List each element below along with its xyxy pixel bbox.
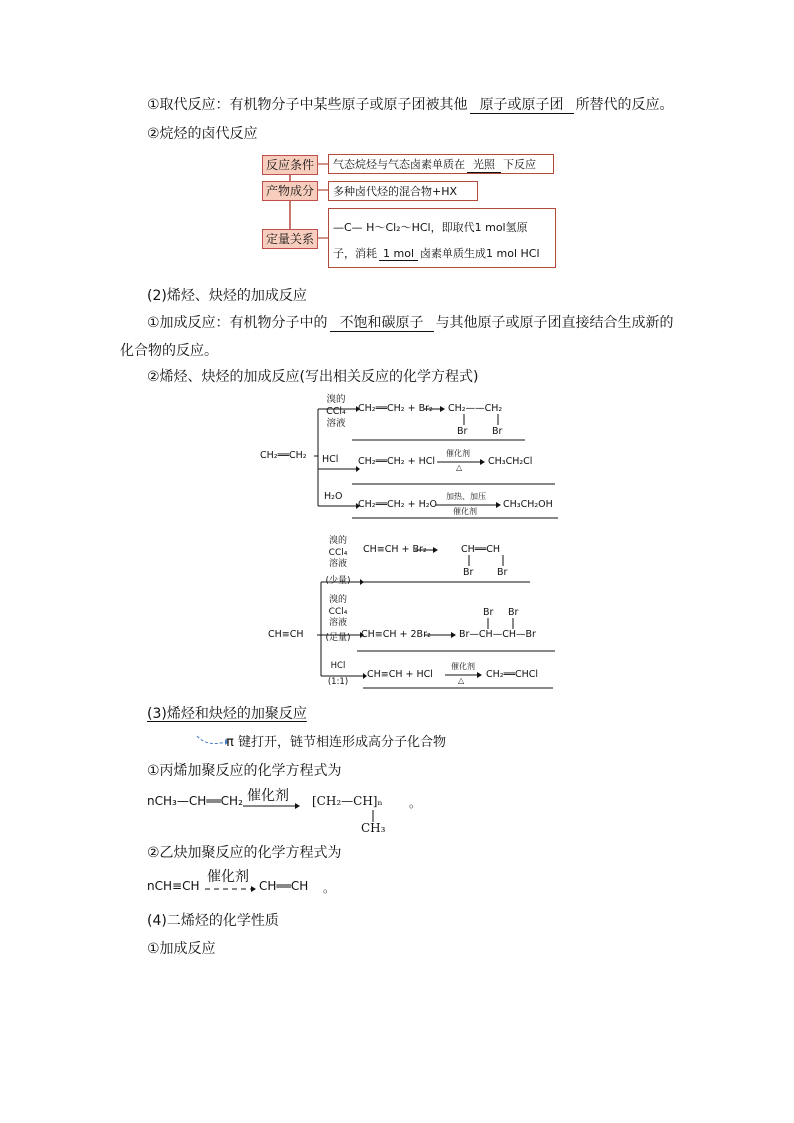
ace-r2-reagent-line: CCl₄ — [328, 606, 348, 617]
ace-r3-arrow-bot: △ — [458, 676, 465, 685]
eth-r1-eq: CH₂══CH₂ + Br₂ — [358, 403, 433, 414]
addition-heading: (2)烯烃、炔烃的加成反应 — [147, 288, 307, 304]
propene-catalyst: 催化剂 — [247, 788, 289, 804]
ace-r1-reagent-line: (少量) — [325, 575, 351, 586]
eth-r1-product: CH₂——CH₂ — [448, 403, 503, 414]
cond-pre: 气态烷烃与气态卤素单质在 — [333, 158, 465, 171]
box-condition-label: 反应条件 — [262, 155, 318, 175]
ace-r1-reagent-line: CCl₄ — [328, 547, 348, 558]
eth-r3-arrow-bot: 催化剂 — [453, 507, 477, 516]
diene-heading: (4)二烯烃的化学性质 — [147, 913, 279, 929]
ace-r2-reagent-line: 溶液 — [328, 618, 347, 628]
acetylene-polymer-heading: ②乙炔加聚反应的化学方程式为 — [147, 845, 342, 861]
ace-r3-eq: CH≡CH + HCl — [367, 669, 433, 680]
ace-r1-eq: CH≡CH + Br₂ — [363, 544, 427, 555]
pi-bond-note: π 键打开，链节相连形成高分子化合物 — [226, 735, 446, 750]
acepoly-end: 。 — [323, 881, 336, 895]
eth-r3-product: CH₃CH₂OH — [503, 499, 553, 510]
ace-r1-product: CH══CH — [461, 544, 500, 555]
s4-fill: 不饱和碳原子 — [330, 315, 434, 332]
acetylene-polymer-equation — [147, 866, 447, 898]
ace-r1-reagent-line: 溴的 — [328, 536, 347, 546]
cond-post: 下反应 — [503, 158, 536, 171]
eth-r2-arrow-bot: △ — [456, 463, 463, 472]
halogenation-diagram — [260, 152, 560, 270]
s1-pre: ①取代反应：有机物分子中某些原子或原子团被其他 — [147, 97, 468, 113]
eth-r1-sub-br2: Br — [492, 426, 503, 437]
quantity-box — [328, 208, 556, 268]
propene-heading: ①丙烯加聚反应的化学方程式为 — [147, 763, 342, 779]
acepoly-arrow — [205, 884, 257, 894]
ethylene-addition-diagram — [260, 394, 560, 522]
eth-r2-product: CH₃CH₂Cl — [488, 456, 533, 467]
ethylene-root: CH₂══CH₂ — [260, 450, 307, 461]
eth-r2-arrow-top: 催化剂 — [446, 449, 470, 458]
qty-l2-post: 卤素单质生成1 mol HCl — [420, 247, 540, 260]
acetylene-root: CH≡CH — [268, 629, 304, 640]
eth-r1-reagent-line: CCl₄ — [326, 406, 346, 417]
addition-definition — [147, 313, 674, 333]
polymerization-heading: (3)烯烃和炔烃的加聚反应 — [147, 706, 307, 722]
cond-fill: 光照 — [467, 158, 501, 173]
ace-r2-reagent-line: (足量) — [325, 632, 351, 643]
propene-polymer: [CH₂—CH]ₙ — [312, 794, 383, 808]
propene-branch: CH₃ — [361, 821, 386, 835]
acepoly-reactant: nCH≡CH — [147, 879, 200, 893]
qty-l2-pre: 子，消耗 — [333, 247, 377, 260]
ace-r3-reagent-line: HCl — [330, 661, 346, 671]
box-product-label: 产物成分 — [262, 181, 318, 201]
eth-r1-reagent-line: 溶液 — [326, 418, 346, 429]
ace-r1-reagent — [321, 536, 355, 587]
ace-r3-product: CH₂══CHCl — [486, 669, 539, 680]
qty-line1: —C— H～Cl₂～HCl，即取代1 mol氢原 — [333, 221, 528, 234]
s4-post: 与其他原子或原子团直接结合生成新的 — [435, 315, 674, 331]
propene-reactant: nCH₃—CH══CH₂ — [147, 794, 243, 808]
diene-addition-heading: ①加成反应 — [147, 941, 216, 957]
ace-r3-reagent — [323, 661, 353, 688]
ace-r2-reagent — [321, 595, 355, 644]
alkene-alkyne-addition-heading: ②烯烃、炔烃的加成反应(写出相关反应的化学方程式) — [147, 369, 479, 385]
box-quantity-label: 定量关系 — [262, 229, 318, 249]
acepoly-product: CH══CH — [259, 879, 309, 893]
addition-definition-cont: 化合物的反应。 — [120, 343, 218, 359]
eth-r1-sub-br1: Br — [457, 426, 468, 437]
acetylene-addition-diagram — [265, 535, 565, 693]
ace-r3-arrow-top: 催化剂 — [451, 662, 475, 671]
s1-fill: 原子或原子团 — [470, 97, 574, 114]
substitution-definition — [147, 95, 674, 115]
propene-arrow — [243, 801, 303, 811]
ace-r1-reagent-line: 溶液 — [328, 559, 347, 569]
eth-r2-eq: CH₂══CH₂ + HCl — [358, 456, 436, 467]
alkane-halogenation-heading: ②烷烃的卤代反应 — [147, 126, 258, 142]
product-box: 多种卤代烃的混合物+HX — [328, 181, 478, 201]
ace-r2-sub-br2: Br — [508, 607, 519, 618]
eth-r1-reagent — [320, 394, 352, 430]
ace-r2-product: Br—CH—CH—Br — [459, 629, 536, 640]
propene-end: 。 — [409, 796, 422, 810]
ace-r1-sub-br2: Br — [497, 567, 508, 578]
s4-pre: ①加成反应：有机物分子中的 — [147, 315, 328, 331]
acepoly-catalyst: 催化剂 — [207, 869, 249, 885]
ace-r2-reagent-line: 溴的 — [328, 595, 347, 605]
qty-line2 — [333, 246, 540, 262]
condition-box — [328, 154, 554, 174]
eth-r1-reagent-line: 溴的 — [326, 394, 346, 405]
qty-l2-fill: 1 mol — [379, 247, 418, 261]
ace-r2-sub-br1: Br — [483, 607, 494, 618]
s1-post: 所替代的反应。 — [575, 97, 674, 113]
eth-r3-eq: CH₂══CH₂ + H₂O — [358, 499, 438, 510]
eth-r2-reagent: HCl — [322, 454, 339, 465]
ace-r1-sub-br1: Br — [463, 567, 474, 578]
propene-equation — [147, 785, 447, 835]
ace-r2-eq: CH≡CH + 2Br₂ — [361, 629, 431, 640]
eth-r3-reagent: H₂O — [324, 491, 343, 502]
eth-r3-arrow-top: 加热、加压 — [446, 492, 486, 501]
ace-r3-reagent-line: (1:1) — [327, 677, 349, 687]
